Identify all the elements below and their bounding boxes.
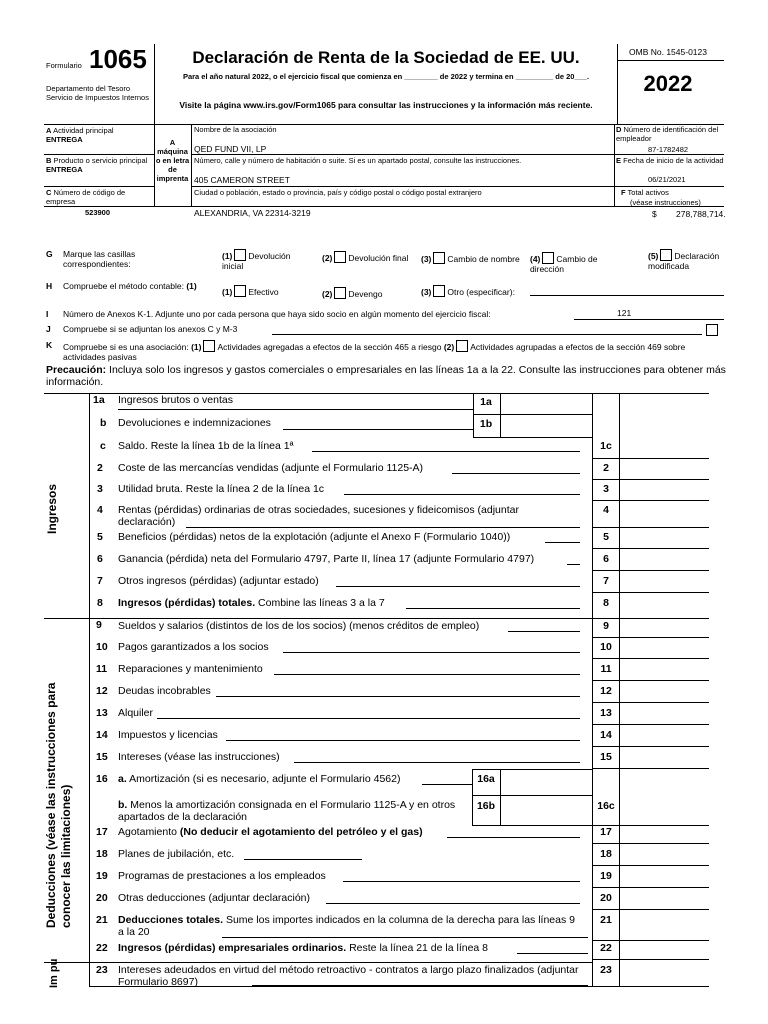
line-1b-text: Devoluciones e indemnizaciones bbox=[118, 417, 271, 429]
line-ref-21: 21 bbox=[600, 914, 612, 926]
line-18-text: Planes de jubilación, etc. bbox=[118, 848, 235, 860]
line-1a-text: Ingresos brutos o ventas bbox=[118, 394, 233, 406]
principal-product: B Producto o servicio principal ENTREGA bbox=[46, 156, 148, 174]
name-change-option[interactable]: (3) Cambio de nombre bbox=[421, 254, 520, 264]
aggregation-row: Compruebe si es una asociación: (1) Actividades agregadas a efectos de la sección 465 a riesgo (2) Actividades agrupadas a efectos de la sección 469 sobre actividades pasivas bbox=[63, 342, 686, 362]
payment-section-label: Im pu bbox=[48, 958, 60, 988]
tax-year: 2022 bbox=[643, 71, 693, 96]
line-16a-text: a. Amortización (si es necesario, adjunte el Formulario 4562) bbox=[118, 773, 401, 785]
line-number: 9 bbox=[96, 619, 102, 631]
line-number: 14 bbox=[96, 729, 108, 741]
line-ref-10: 10 bbox=[600, 641, 612, 653]
principal-activity: A Actividad principal ENTREGA bbox=[46, 126, 114, 144]
amount-4[interactable] bbox=[620, 501, 708, 526]
street-address[interactable]: 405 CAMERON STREET bbox=[194, 175, 290, 185]
initial-return-checkbox[interactable] bbox=[234, 249, 246, 261]
business-code-value: 523900 bbox=[85, 208, 111, 217]
initial-return-option[interactable]: (1) Devolución inicial bbox=[222, 251, 291, 271]
amount-13[interactable] bbox=[620, 703, 708, 723]
amount-10[interactable] bbox=[620, 638, 708, 657]
omb-number: OMB No. 1545-0123 bbox=[629, 47, 707, 57]
business-code: C Número de código de empresa bbox=[46, 188, 126, 206]
amended-return-option[interactable]: (5) Declaración modificada bbox=[648, 251, 720, 271]
schedule-c-m3-label: Compruebe si se adjuntan los anexos C y M-3 bbox=[63, 324, 238, 334]
box-1b-label: 1b bbox=[479, 418, 493, 430]
h-label: Compruebe el método contable: (1) bbox=[63, 281, 197, 291]
total-assets-sub: (véase instrucciones) bbox=[630, 198, 701, 207]
line-ref-18: 18 bbox=[600, 848, 612, 860]
line-ref-13: 13 bbox=[600, 707, 612, 719]
aggregated-465-checkbox[interactable] bbox=[203, 340, 215, 352]
line-11-text: Reparaciones y mantenimiento bbox=[118, 663, 263, 675]
line-ref-7: 7 bbox=[603, 575, 609, 587]
line-ref-17: 17 bbox=[600, 826, 612, 838]
line-ref-2: 2 bbox=[603, 462, 609, 474]
total-assets-label: F Total activos bbox=[621, 188, 669, 197]
cash-method-option[interactable]: (1) Efectivo bbox=[222, 287, 279, 297]
line-13-text: Alquiler bbox=[118, 707, 154, 719]
g-label: Marque las casillas correspondientes: bbox=[63, 249, 136, 269]
line-ref-5: 5 bbox=[603, 531, 609, 543]
line-ref-6: 6 bbox=[603, 553, 609, 565]
line-ref-8: 8 bbox=[603, 597, 609, 609]
street-label: Número, calle y número de habitación o suite. Si es un apartado postal, consulte las instrucciones. bbox=[194, 156, 522, 165]
amount-12[interactable] bbox=[620, 681, 708, 701]
k1-count-label: Número de Anexos K-1. Adjunte uno por cada persona que haya sido socio en algún momento del ejercicio fiscal: bbox=[63, 309, 491, 319]
line-1c-text: Saldo. Reste la línea 1b de la línea 1ª bbox=[118, 440, 294, 452]
line-ref-20: 20 bbox=[600, 892, 612, 904]
line-ref-11: 11 bbox=[600, 663, 612, 675]
line-number: 11 bbox=[96, 663, 108, 675]
line-number: 20 bbox=[96, 892, 108, 904]
amount-2[interactable] bbox=[620, 459, 708, 478]
ein-label: D Número de identificación del empleador bbox=[616, 125, 719, 143]
visit-line: Visite la página www.irs.gov/Form1065 para consultar las instrucciones y la información más reciente. bbox=[179, 100, 593, 110]
line-ref-22: 22 bbox=[600, 942, 612, 954]
line-6-text: Ganancia (pérdida) neta del Formulario 4797, Parte II, línea 17 (adjunte Formulario 4797) bbox=[118, 553, 535, 565]
line-number: 21 bbox=[96, 914, 108, 926]
total-assets-currency: $ bbox=[652, 209, 657, 219]
amount-8[interactable] bbox=[620, 593, 708, 617]
final-return-checkbox[interactable] bbox=[334, 251, 346, 263]
line-3-text: Utilidad bruta. Reste la línea 2 de la línea 1c bbox=[118, 483, 325, 495]
amount-14[interactable] bbox=[620, 725, 708, 745]
line-number: 23 bbox=[96, 964, 108, 976]
line-7-text: Otros ingresos (pérdidas) (adjuntar estado) bbox=[118, 575, 319, 587]
line-8-text: Ingresos (pérdidas) totales. Combine las líneas 3 a la 7 bbox=[118, 597, 385, 609]
box-16a-amount[interactable] bbox=[501, 770, 591, 794]
box-1b-amount[interactable] bbox=[501, 415, 591, 436]
ein-value[interactable]: 87-1782482 bbox=[648, 145, 689, 154]
line-number: 13 bbox=[96, 707, 108, 719]
department: Departamento del Tesoro Servicio de Impuestos Internos bbox=[46, 84, 149, 102]
form-number: 1065 bbox=[89, 44, 147, 74]
city-label: Ciudad o población, estado o provincia, país y código postal o código postal extranjero bbox=[194, 188, 482, 197]
accrual-method-checkbox[interactable] bbox=[334, 287, 346, 299]
start-date-label: E Fecha de inicio de la actividad bbox=[616, 156, 724, 165]
box-16b-label: 16b bbox=[476, 800, 496, 812]
amount-11[interactable] bbox=[620, 659, 708, 679]
line-number: 18 bbox=[96, 848, 108, 860]
line-ref-23: 23 bbox=[600, 964, 612, 976]
line-number: 19 bbox=[96, 870, 108, 882]
amount-17[interactable] bbox=[620, 826, 708, 842]
line-ref-1c: 1c bbox=[600, 440, 612, 452]
box-1a-amount[interactable] bbox=[501, 394, 591, 413]
line-15-text: Intereses (véase las instrucciones) bbox=[118, 751, 280, 763]
line-2-text: Coste de las mercancías vendidas (adjunte el Formulario 1125-A) bbox=[118, 462, 424, 474]
box-1a-label: 1a bbox=[480, 396, 492, 408]
line-number: 15 bbox=[96, 751, 108, 763]
line-ref-14: 14 bbox=[600, 729, 612, 741]
line-number: 7 bbox=[97, 575, 103, 587]
accrual-method-option[interactable]: (2) Devengo bbox=[322, 289, 383, 299]
line-number: 10 bbox=[96, 641, 108, 653]
line-19-text: Programas de prestaciones a los empleados bbox=[118, 870, 326, 882]
tax-year-line: Para el año natural 2022, o el ejercicio fiscal que comienza en ________ de 2022 y termina en _________ de 20___. bbox=[182, 72, 590, 81]
line-12-text: Deudas incobrables bbox=[118, 685, 211, 697]
caution-note: Precaución: Incluya solo los ingresos y gastos comerciales o empresariales en las líneas 1a a la 22. Consulte las instrucciones para obtener más información. bbox=[46, 364, 726, 388]
partnership-name-label: Nombre de la asociación bbox=[194, 125, 277, 134]
income-section-label: Ingresos bbox=[45, 483, 59, 534]
amount-16c[interactable] bbox=[620, 796, 708, 824]
line-17-text: Agotamiento (No deducir el agotamiento del petróleo y el gas) bbox=[118, 826, 423, 838]
form-title: Declaración de Renta de la Sociedad de EE. UU. bbox=[192, 48, 580, 67]
line-16b-text: b. Menos la amortización consignada en el Formulario 1125-A y en otros apartados de la declaración bbox=[118, 799, 456, 823]
line-number: 5 bbox=[97, 531, 103, 543]
final-return-option[interactable]: (2) Devolución final bbox=[322, 253, 409, 263]
form-prefix: Formulario bbox=[46, 61, 82, 70]
partnership-name[interactable]: QED FUND VII, LP bbox=[194, 144, 267, 154]
amount-1c[interactable] bbox=[620, 437, 708, 457]
grouped-469-checkbox[interactable] bbox=[456, 340, 468, 352]
line-21-text: Deducciones totales. Sume los importes indicados en la columna de la derecha para las líneas 9 a la 20 bbox=[118, 914, 575, 938]
other-method-checkbox[interactable] bbox=[433, 285, 445, 297]
amount-9[interactable] bbox=[620, 619, 708, 636]
other-method-option[interactable]: (3) Otro (especificar): bbox=[421, 287, 515, 297]
line-number: 6 bbox=[97, 553, 103, 565]
amended-return-checkbox[interactable] bbox=[660, 249, 672, 261]
line-20-text: Otras deducciones (adjuntar declaración) bbox=[118, 892, 311, 904]
line-number: 8 bbox=[97, 597, 103, 609]
line-number: 4 bbox=[97, 504, 103, 516]
line-ref-4: 4 bbox=[603, 504, 609, 516]
amount-20[interactable] bbox=[620, 888, 708, 908]
amount-22[interactable] bbox=[620, 941, 708, 958]
line-ref-16c: 16c bbox=[597, 800, 615, 812]
line-number: 17 bbox=[96, 826, 108, 838]
line-number: 12 bbox=[96, 685, 108, 697]
amount-15[interactable] bbox=[620, 747, 708, 767]
line-9-text: Sueldos y salarios (distintos de los de los socios) (menos créditos de empleo) bbox=[118, 620, 480, 632]
amount-18[interactable] bbox=[620, 844, 708, 864]
amount-7[interactable] bbox=[620, 571, 708, 591]
line-22-text: Ingresos (pérdidas) empresariales ordinarios. Reste la línea 21 de la línea 8 bbox=[118, 942, 489, 954]
line-10-text: Pagos garantizados a los socios bbox=[118, 641, 269, 653]
amount-5[interactable] bbox=[620, 528, 708, 547]
cash-method-checkbox[interactable] bbox=[234, 285, 246, 297]
line-ref-19: 19 bbox=[600, 870, 612, 882]
line-ref-9: 9 bbox=[603, 620, 609, 632]
line-number: 16 bbox=[96, 773, 108, 785]
amount-3[interactable] bbox=[620, 480, 708, 499]
line-number: 1a bbox=[93, 394, 105, 406]
amount-21[interactable] bbox=[620, 910, 708, 939]
line-number: 2 bbox=[97, 462, 103, 474]
line-ref-12: 12 bbox=[600, 685, 612, 697]
amount-23[interactable] bbox=[620, 961, 708, 985]
address-change-option[interactable]: (4) Cambio de dirección bbox=[530, 254, 598, 274]
line-number: 22 bbox=[96, 942, 108, 954]
line-23-text: Intereses adeudados en virtud del método retroactivo - contratos a largo plazo finalizados (adjuntar Formulario 8697) bbox=[118, 964, 579, 988]
amount-6[interactable] bbox=[620, 549, 708, 569]
line-number: c bbox=[100, 440, 106, 452]
box-16b-amount[interactable] bbox=[501, 796, 591, 824]
line-5-text: Beneficios (pérdidas) netos de la explotación (adjunte el Anexo F (Formulario 1040)) bbox=[118, 531, 511, 543]
amount-19[interactable] bbox=[620, 866, 708, 886]
start-date-value[interactable]: 06/21/2021 bbox=[648, 175, 686, 184]
deductions-section-label: Deducciones (véase las instrucciones para conocer las limitaciones) bbox=[44, 682, 73, 928]
line-number: 3 bbox=[97, 483, 103, 495]
city-state-zip[interactable]: ALEXANDRIA, VA 22314-3219 bbox=[194, 208, 311, 218]
line-ref-15: 15 bbox=[600, 751, 612, 763]
line-14-text: Impuestos y licencias bbox=[118, 729, 218, 741]
name-change-checkbox[interactable] bbox=[433, 252, 445, 264]
box-16a-label: 16a bbox=[477, 773, 495, 785]
address-change-checkbox[interactable] bbox=[542, 252, 554, 264]
k1-count-value[interactable]: 121 bbox=[617, 308, 632, 318]
line-4-text: Rentas (pérdidas) ordinarias de otras sociedades, sucesiones y fideicomisos (adjuntar declaración) bbox=[118, 504, 519, 528]
line-number: b bbox=[100, 417, 107, 429]
line-ref-3: 3 bbox=[603, 483, 609, 495]
total-assets-value[interactable]: 278,788,714. bbox=[676, 209, 726, 219]
type-or-print-label: A máquina o en letra de imprenta bbox=[155, 138, 190, 183]
schedule-c-m3-checkbox[interactable] bbox=[706, 324, 718, 336]
